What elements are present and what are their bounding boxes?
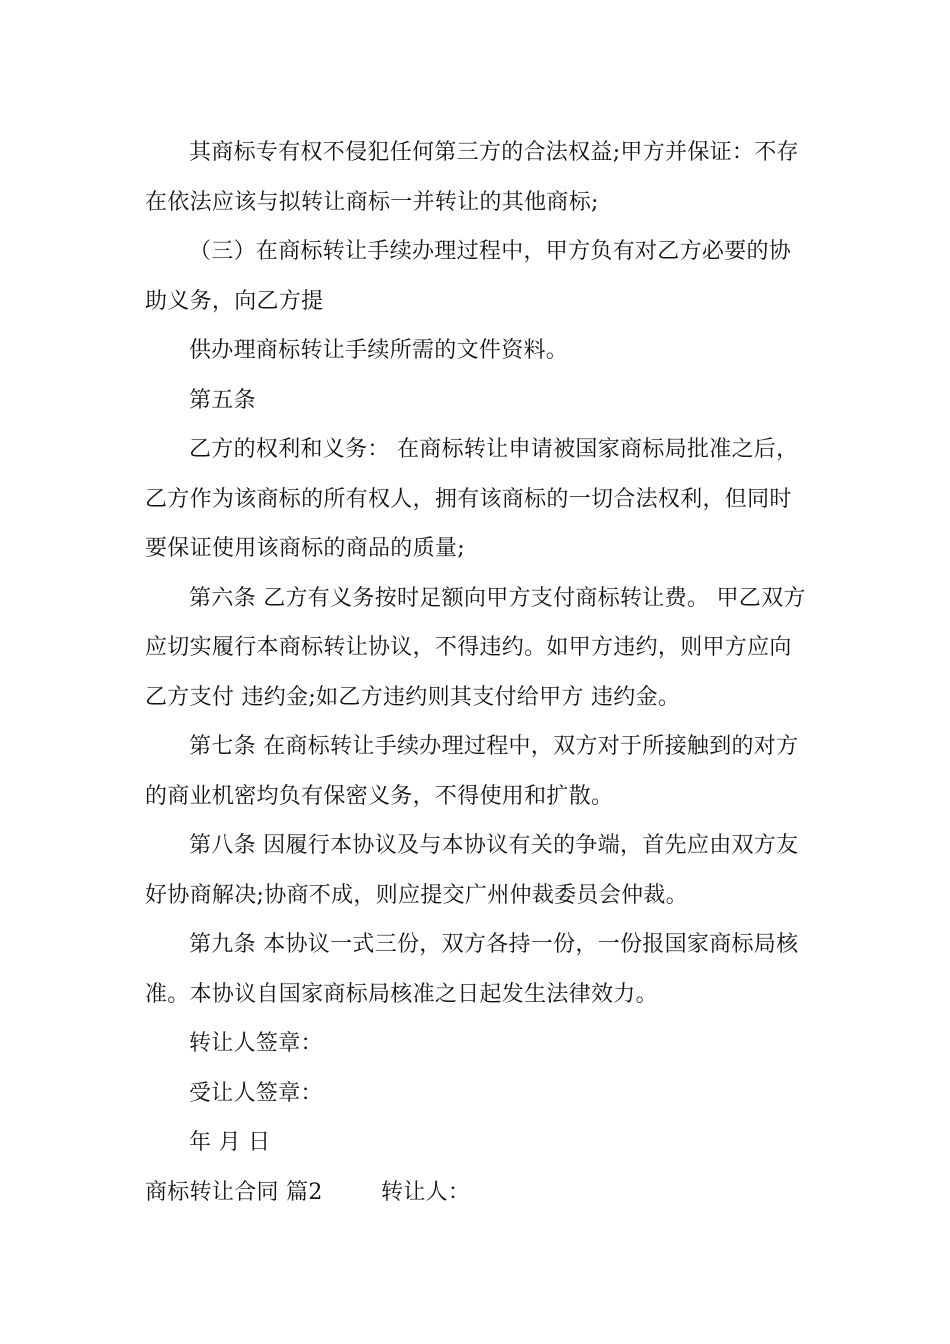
- article-six: 第六条 乙方有义务按时足额向甲方支付商标转让费。 甲乙双方应切实履行本商标转让协议，不得违约。如甲方违约，则甲方应向乙方支付 违约金;如乙方违约则其支付给甲方 违约金。: [145, 585, 806, 710]
- date-line: 年 月 日: [189, 1130, 271, 1155]
- document-body: [145, 128, 810, 1217]
- paragraph-party-b-rights: 乙方的权利和义务： 在商标转让申请被国家商标局批准之后，乙方作为该商标的所有权人，拥有该商标的一切合法权利，但同时要保证使用该商标的商品的质量;: [145, 437, 799, 561]
- transferee-signature: 受让人签章：: [189, 1080, 323, 1106]
- article-five-heading: 第五条: [189, 387, 256, 413]
- paragraph-clause-three: （三）在商标转让手续办理过程中，甲方负有对乙方必要的协助义务，向乙方提: [145, 239, 792, 314]
- transferor-signature: 转让人签章：: [189, 1031, 323, 1056]
- paragraph-documents: 供办理商标转让手续所需的文件资料。: [189, 338, 569, 363]
- article-eight: 第八条 因履行本协议及与本协议有关的争端，首先应由双方友好协商解决;协商不成，则应提交广州仲裁委员会仲裁。: [145, 833, 799, 908]
- article-seven: 第七条 在商标转让手续办理过程中，双方对于所接触到的对方的商业机密均负有保密义务，不得使用和扩散。: [145, 734, 799, 809]
- paragraph-trademark-rights: 其商标专有权不侵犯任何第三方的合法权益;甲方并保证：不存在依法应该与拟转让商标一并转让的其他商标;: [145, 140, 799, 215]
- article-nine: 第九条 本协议一式三份，双方各持一份，一份报国家商标局核准。本协议自国家商标局核准之日起发生法律效力。: [145, 932, 799, 1007]
- contract-section-heading: 商标转让合同 篇2 转让人：: [145, 1179, 471, 1205]
